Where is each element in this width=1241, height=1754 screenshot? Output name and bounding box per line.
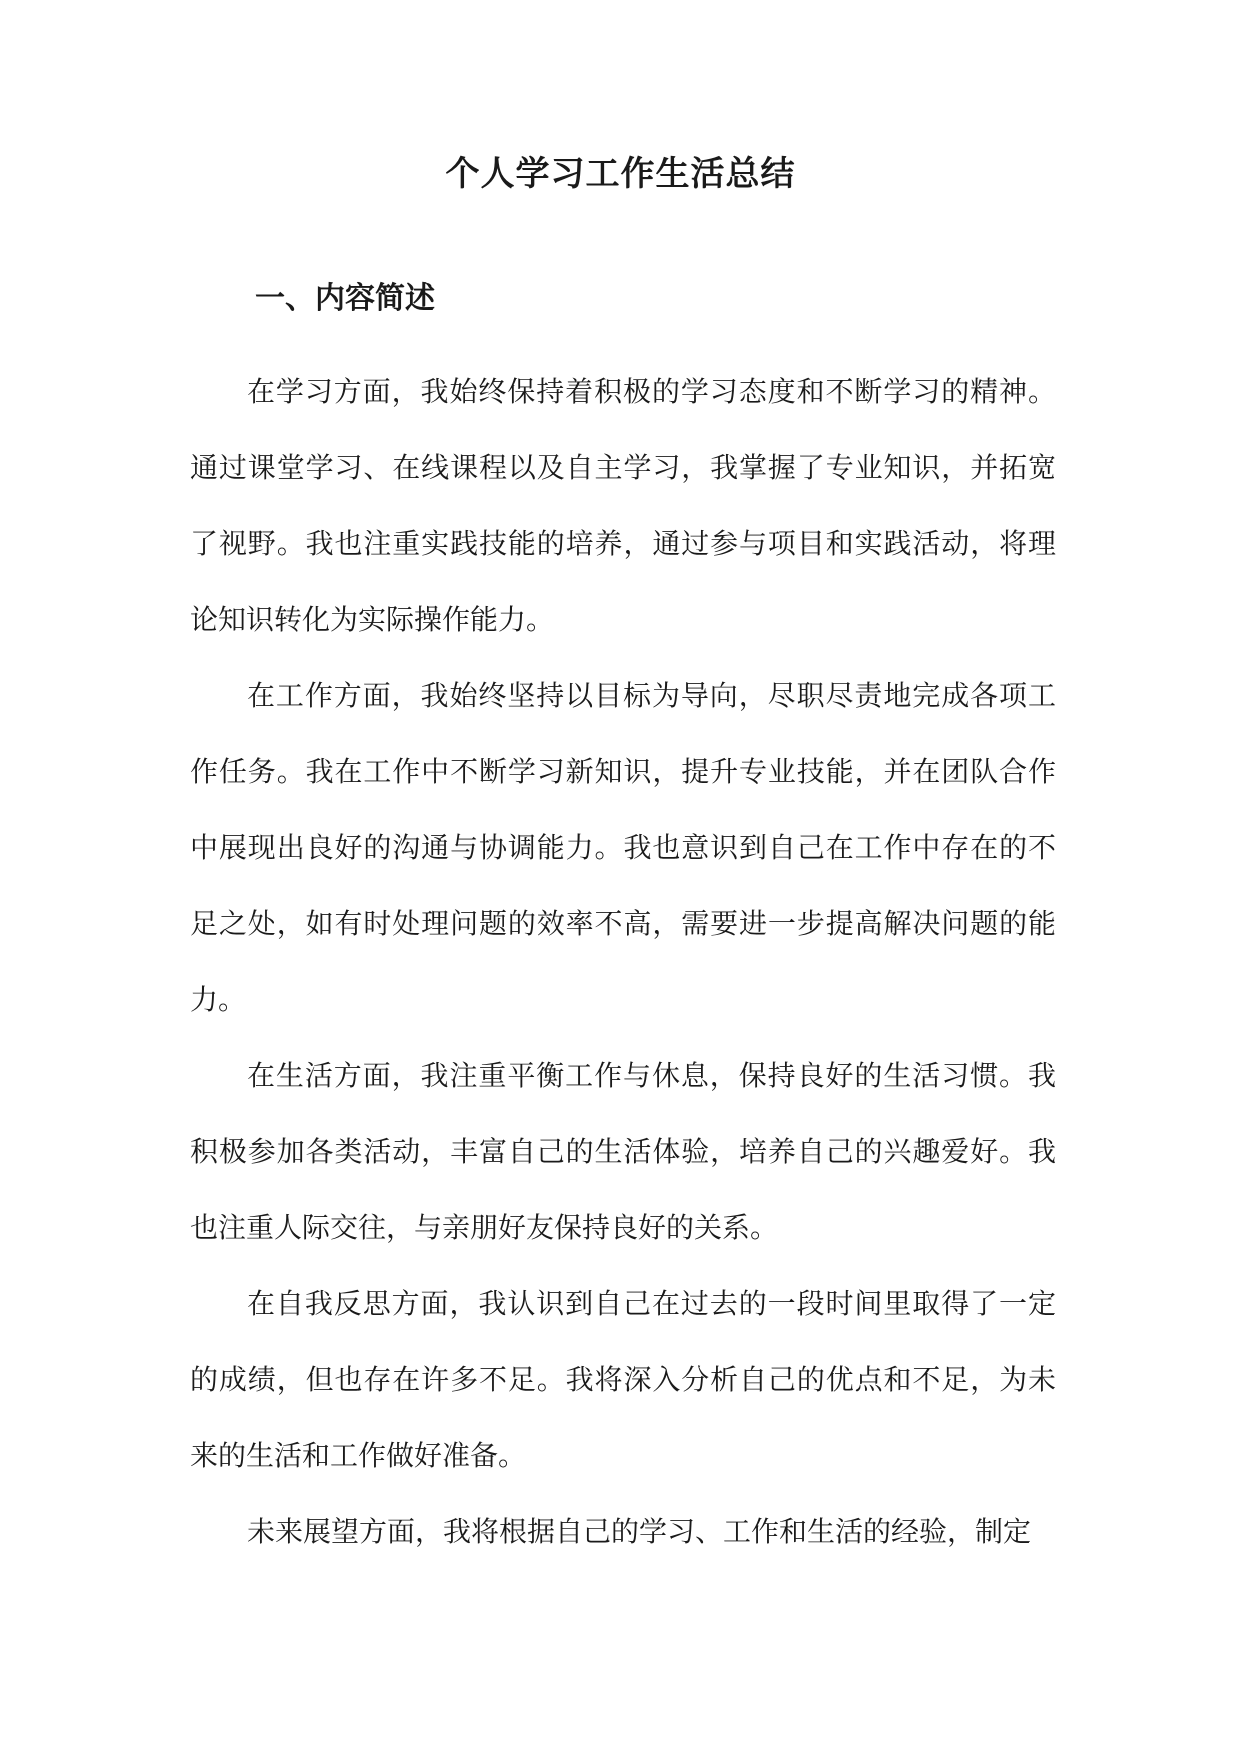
document-body [190, 354, 1056, 1570]
paragraph-study: 在学习方面，我始终保持着积极的学习态度和不断学习的精神。通过课堂学习、在线课程以及自主学习，我掌握了专业知识，并拓宽了视野。我也注重实践技能的培养，通过参与项目和实践活动，将理论知识转化为实际操作能力。 [190, 375, 1056, 636]
paragraph-outlook: 未来展望方面，我将根据自己的学习、工作和生活的经验，制定 [247, 1515, 1032, 1548]
paragraph-work: 在工作方面，我始终坚持以目标为导向，尽职尽责地完成各项工作任务。我在工作中不断学习新知识，提升专业技能，并在团队合作中展现出良好的沟通与协调能力。我也意识到自己在工作中存在的不足之处，如有时处理问题的效率不高，需要进一步提高解决问题的能力。 [190, 679, 1056, 1016]
section-heading: 一、内容简述 [255, 281, 435, 316]
paragraph-life: 在生活方面，我注重平衡工作与休息，保持良好的生活习惯。我积极参加各类活动，丰富自己的生活体验，培养自己的兴趣爱好。我也注重人际交往，与亲朋好友保持良好的关系。 [190, 1059, 1056, 1244]
document-title: 个人学习工作生活总结 [445, 154, 796, 194]
paragraph-reflection: 在自我反思方面，我认识到自己在过去的一段时间里取得了一定的成绩，但也存在许多不足。我将深入分析自己的优点和不足，为未来的生活和工作做好准备。 [190, 1287, 1056, 1472]
